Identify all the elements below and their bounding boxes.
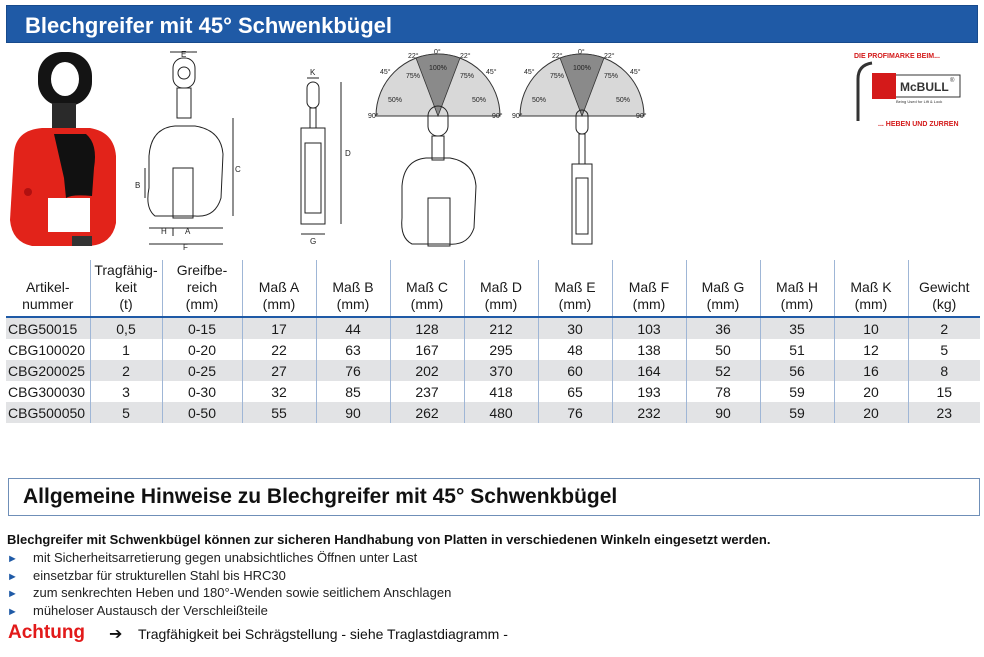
- table-cell: 0-25: [162, 360, 242, 381]
- svg-text:B: B: [135, 181, 141, 190]
- notes-heading-box: [8, 478, 980, 516]
- table-cell: 8: [908, 360, 980, 381]
- table-cell: CBG200025: [6, 360, 90, 381]
- svg-text:100%: 100%: [573, 65, 591, 72]
- table-cell: 44: [316, 317, 390, 339]
- table-cell: 232: [612, 402, 686, 423]
- table-cell: 138: [612, 339, 686, 360]
- table-cell: 0-20: [162, 339, 242, 360]
- table-cell: 55: [242, 402, 316, 423]
- load-diagram-2: [512, 48, 652, 258]
- th-mass-c: Maß C (mm): [390, 260, 464, 317]
- svg-text:75%: 75%: [604, 73, 619, 80]
- svg-text:75%: 75%: [460, 73, 475, 80]
- svg-text:22°: 22°: [408, 53, 419, 60]
- logo-top-text: DIE PROFIMARKE BEIM...: [854, 53, 940, 60]
- svg-text:100%: 100%: [429, 65, 447, 72]
- product-images: [0, 45, 984, 260]
- load-diagram-1: [368, 48, 508, 258]
- table-cell: 295: [464, 339, 538, 360]
- notes-heading: Allgemeine Hinweise zu Blechgreifer mit 45° Schwenkbügel: [23, 485, 618, 508]
- table-cell: 370: [464, 360, 538, 381]
- table-cell: 5: [90, 402, 162, 423]
- table-cell: CBG100020: [6, 339, 90, 360]
- list-item: ► einsetzbar für strukturellen Stahl bis HRC30: [7, 567, 451, 585]
- th-mass-h: Maß H (mm): [760, 260, 834, 317]
- table-cell: 56: [760, 360, 834, 381]
- table-cell: 12: [834, 339, 908, 360]
- table-row: [6, 402, 980, 423]
- table-cell: 90: [686, 402, 760, 423]
- logo-bottom-text: ... HEBEN UND ZURREN: [878, 121, 959, 128]
- warning-text: Tragfähigkeit bei Schrägstellung - siehe Traglastdiagramm -: [138, 626, 508, 642]
- table-cell: 59: [760, 402, 834, 423]
- table-cell: 51: [760, 339, 834, 360]
- list-item: ► müheloser Austausch der Verschleißteile: [7, 602, 451, 620]
- table-cell: 78: [686, 381, 760, 402]
- table-cell: 164: [612, 360, 686, 381]
- table-cell: 27: [242, 360, 316, 381]
- svg-text:0°: 0°: [578, 49, 585, 56]
- table-cell: 23: [908, 402, 980, 423]
- warning-word: Achtung: [8, 622, 86, 643]
- svg-text:90°: 90°: [492, 113, 503, 120]
- table-cell: 1: [90, 339, 162, 360]
- triangle-bullet-icon: ►: [7, 553, 18, 565]
- th-greifbereich: Greifbe- reich (mm): [162, 260, 242, 317]
- table-cell: 52: [686, 360, 760, 381]
- table-cell: 76: [538, 402, 612, 423]
- clamp-photo: [2, 48, 132, 258]
- svg-text:45°: 45°: [486, 69, 497, 76]
- table-row: [6, 317, 980, 339]
- table-cell: CBG300030: [6, 381, 90, 402]
- svg-text:75%: 75%: [406, 73, 421, 80]
- svg-text:®: ®: [950, 78, 955, 84]
- table-cell: 76: [316, 360, 390, 381]
- svg-text:45°: 45°: [630, 69, 641, 76]
- svg-text:Being Used for Lift & Lock: Being Used for Lift & Lock: [896, 99, 943, 104]
- page-title: Blechgreifer mit 45° Schwenkbügel: [25, 13, 393, 38]
- table-cell: 60: [538, 360, 612, 381]
- svg-text:50%: 50%: [472, 97, 487, 104]
- table-cell: CBG500050: [6, 402, 90, 423]
- table-cell: 167: [390, 339, 464, 360]
- table-cell: 90: [316, 402, 390, 423]
- table-cell: 59: [760, 381, 834, 402]
- title-bar: [6, 5, 978, 43]
- svg-text:G: G: [310, 237, 317, 246]
- th-mass-k: Maß K (mm): [834, 260, 908, 317]
- svg-text:75%: 75%: [550, 73, 565, 80]
- th-mass-e: Maß E (mm): [538, 260, 612, 317]
- svg-text:D: D: [345, 149, 351, 158]
- svg-text:22°: 22°: [604, 53, 615, 60]
- th-artikel: Artikel- nummer: [6, 260, 90, 317]
- notes-intro: Blechgreifer mit Schwenkbügel können zur sicheren Handhabung von Platten in verschiedenen Winkeln eingesetzt werden.: [7, 532, 771, 547]
- triangle-bullet-icon: ►: [7, 570, 18, 583]
- table-cell: CBG50015: [6, 317, 90, 339]
- table-cell: 480: [464, 402, 538, 423]
- table-cell: 193: [612, 381, 686, 402]
- table-cell: 30: [538, 317, 612, 339]
- table-cell: 128: [390, 317, 464, 339]
- table-cell: 0-15: [162, 317, 242, 339]
- table-cell: 32: [242, 381, 316, 402]
- table-cell: 20: [834, 381, 908, 402]
- svg-text:90°: 90°: [636, 113, 647, 120]
- table-row: [6, 381, 980, 402]
- table-cell: 262: [390, 402, 464, 423]
- svg-text:22°: 22°: [460, 53, 471, 60]
- svg-text:90°: 90°: [368, 113, 379, 120]
- table-body: [6, 317, 980, 423]
- table-row: [6, 339, 980, 360]
- table-cell: 85: [316, 381, 390, 402]
- arrow-right-icon: ➔: [109, 626, 123, 643]
- table-cell: 418: [464, 381, 538, 402]
- table-cell: 3: [90, 381, 162, 402]
- table-cell: 16: [834, 360, 908, 381]
- svg-text:A: A: [185, 227, 191, 236]
- triangle-bullet-icon: ►: [7, 588, 18, 600]
- svg-text:0°: 0°: [434, 49, 441, 56]
- table-cell: 50: [686, 339, 760, 360]
- spec-table: [6, 260, 980, 423]
- th-mass-d: Maß D (mm): [464, 260, 538, 317]
- th-gewicht: Gewicht (kg): [918, 279, 970, 312]
- table-row: [6, 360, 980, 381]
- th-mass-g: Maß G (mm): [686, 260, 760, 317]
- svg-text:F: F: [183, 243, 188, 252]
- warning-line: [8, 622, 508, 648]
- table-cell: 17: [242, 317, 316, 339]
- table-cell: 20: [834, 402, 908, 423]
- mcbull-logo: [850, 49, 980, 129]
- list-item: ► mit Sicherheitsarretierung gegen unabsichtliches Öffnen unter Last: [7, 549, 451, 567]
- svg-text:50%: 50%: [388, 97, 403, 104]
- drawing-side: [285, 48, 355, 258]
- drawing-front: [125, 48, 245, 258]
- table-cell: 15: [908, 381, 980, 402]
- table-cell: 48: [538, 339, 612, 360]
- svg-text:50%: 50%: [532, 97, 547, 104]
- svg-text:H: H: [161, 227, 167, 236]
- table-cell: 2: [908, 317, 980, 339]
- table-cell: 35: [760, 317, 834, 339]
- svg-text:90°: 90°: [512, 113, 523, 120]
- list-item: ► zum senkrechten Heben und 180°-Wenden sowie seitlichem Anschlagen: [7, 584, 451, 602]
- table-cell: 237: [390, 381, 464, 402]
- table-cell: 22: [242, 339, 316, 360]
- table-cell: 212: [464, 317, 538, 339]
- svg-text:22°: 22°: [552, 53, 563, 60]
- svg-text:C: C: [235, 165, 241, 174]
- svg-text:K: K: [310, 68, 316, 77]
- table-cell: 2: [90, 360, 162, 381]
- table-cell: 65: [538, 381, 612, 402]
- table-cell: 63: [316, 339, 390, 360]
- table-cell: 36: [686, 317, 760, 339]
- th-tragfaehigkeit: Tragfähig- keit (t): [90, 260, 162, 317]
- triangle-bullet-icon: ►: [7, 605, 18, 618]
- th-mass-b: Maß B (mm): [316, 260, 390, 317]
- th-mass-a: Maß A (mm): [242, 260, 316, 317]
- table-cell: 5: [908, 339, 980, 360]
- svg-text:E: E: [181, 50, 187, 59]
- table-cell: 0-50: [162, 402, 242, 423]
- svg-text:45°: 45°: [380, 69, 391, 76]
- table-cell: 103: [612, 317, 686, 339]
- table-cell: 10: [834, 317, 908, 339]
- table-cell: 0-30: [162, 381, 242, 402]
- logo-brand: McBULL: [900, 80, 949, 94]
- table-header-row: [6, 260, 980, 317]
- svg-text:45°: 45°: [524, 69, 535, 76]
- svg-text:50%: 50%: [616, 97, 631, 104]
- th-mass-f: Maß F (mm): [612, 260, 686, 317]
- table-cell: 202: [390, 360, 464, 381]
- feature-list: [7, 549, 451, 619]
- table-cell: 0,5: [90, 317, 162, 339]
